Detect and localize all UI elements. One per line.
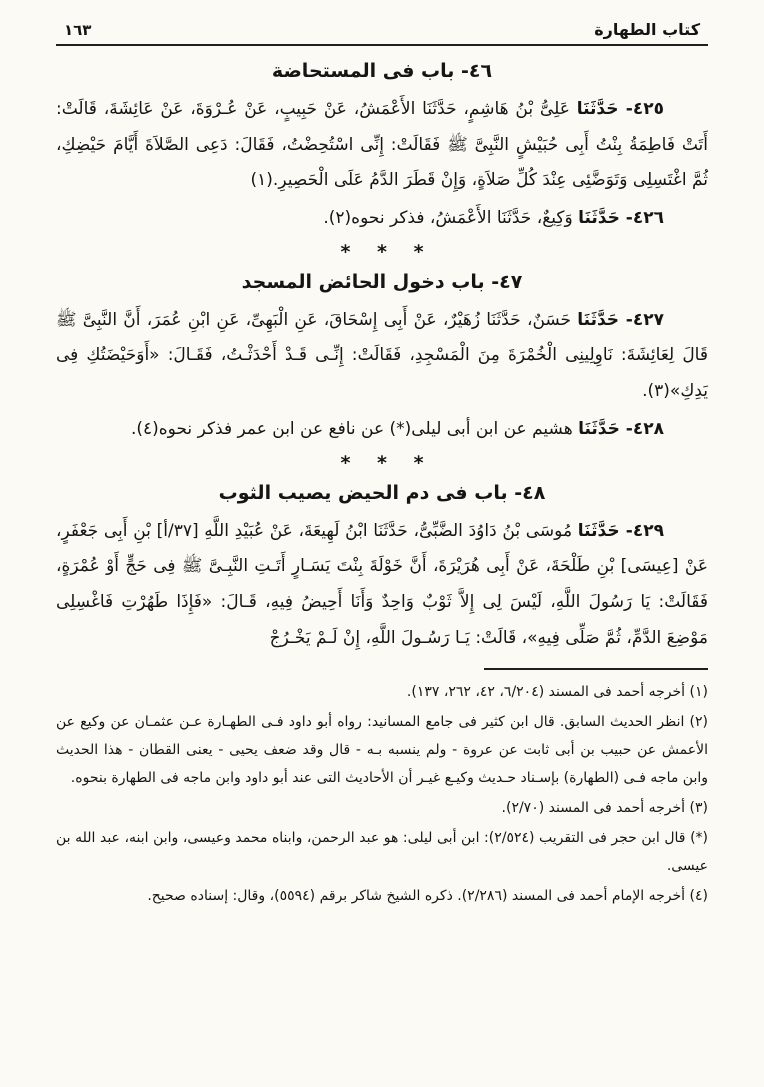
footnote-text: أخرجه أحمد فى المسند (٦/٢٠٤، ٤٢، ٢٦٢، ١٣٧). <box>406 684 686 701</box>
chapter-section-47 <box>56 271 708 474</box>
page-header <box>56 20 708 39</box>
hadith-text: وَكِيعٌ، حَدَّثَنَا الأَعْمَشُ، فذكر نحوه(٢). <box>323 208 573 229</box>
footnote-marker: (*) <box>690 830 708 847</box>
footnote-asterisk <box>56 824 708 880</box>
footnote-2 <box>56 708 708 792</box>
chapter-heading: ٤٨- باب فى دم الحيض يصيب الثوب <box>218 481 546 504</box>
hadith-number: ٤٢٨- حَدَّثَنَا <box>578 418 664 439</box>
footnote-marker: (٤) <box>689 888 708 905</box>
book-title: كتاب الطهارة <box>594 20 700 39</box>
footnote-marker: (٣) <box>689 800 708 817</box>
footnote-text: أخرجه الإمام أحمد فى المسند (٢/٢٨٦). ذكره الشيخ شاكر برقم (٥٥٩٤)، وقال: إسناده صحيح. <box>147 888 686 905</box>
chapter-heading: ٤٧- باب دخول الحائض المسجد <box>241 270 523 293</box>
hadith-427 <box>56 303 708 410</box>
hadith-number: ٤٢٩- حَدَّثَنَا <box>577 520 664 541</box>
footnote-text: انظر الحديث السابق. قال ابن كثير فى جامع المسانيد: رواه أبو داود فـى الطهـارة عـن عثمـان عن وكيع عن الأعمش عن حبيب بن أبى ثابت عن عروة - ولم ينسبه بـه - قال وقد ضعف يحيى - يعنى القطان - هذا الحديث وابن ماجه فـى (الطهارة) بإسـناد حـديث وكيـع غيـر أن الأحاديث التى عند أبو داود وابن ماجه فى الطهارة بنحوه. <box>56 714 708 787</box>
header-rule <box>56 44 708 46</box>
hadith-number: ٤٢٥- حَدَّثَنَا <box>576 99 664 119</box>
chapter-heading: ٤٦- باب فى المستحاضة <box>271 60 493 82</box>
footnote-marker: (١) <box>689 684 708 701</box>
hadith-429 <box>56 514 708 657</box>
hadith-number: ٤٢٦- حَدَّثَنَا <box>578 208 664 229</box>
hadith-426 <box>56 201 708 237</box>
hadith-text: مُوسَى بْنُ دَاوُدَ الضَّبِّىُّ، حَدَّثَنَا ابْنُ لَهِيعَةَ، عَنْ عُبَيْدِ اللَّهِ [٣٧/أ] بْنِ أَبِى جَعْفَرٍ، عَنْ [عِيسَى] بْنِ طَلْحَةَ، عَنْ أَبِى هُرَيْرَةَ، أَنَّ خَوْلَةَ بِنْتَ يَسَـارٍ أَتَـتِ النَّبِـىَّ ﷺ فِى حَجٍّ أَوْ عُمْرَةٍ، فَقَالَتْ: يَا رَسُولَ اللَّهِ، لَيْسَ لِى إِلاَّ ثَوْبٌ وَاحِدٌ وَأَنَا أَحِيضُ فِيهِ، قَـالَ: «فَإِذَا طَهُرْتِ فَاغْسِلِى مَوْضِعَ الدَّمِّ، ثُمَّ صَلِّى فِيهِ»، قَالَتْ: يَـا رَسُـولَ اللَّهِ، إِنْ لَـمْ يَخْـرُجْ <box>56 520 708 648</box>
footnote-marker: (٢) <box>689 714 708 731</box>
section-separator-stars: * * * <box>340 240 424 263</box>
hadith-number: ٤٢٧- حَدَّثَنَا <box>577 309 664 330</box>
footnote-4 <box>56 882 708 910</box>
hadith-425 <box>56 92 708 199</box>
hadith-text: حَسَنٌ، حَدَّثَنَا زُهَيْرٌ، عَنْ أَبِى إِسْحَاقَ، عَنِ الْبَهِىِّ، عَنِ ابْنِ عُمَرَ، أَنَّ النَّبِىَّ ﷺ قَالَ لِعَائِشَةَ: نَاوِلِينِى الْخُمْرَةَ مِنَ الْمَسْجِدِ، فَقَالَتْ: إِنِّـى قَـدْ أَحْدَثْـتُ، فَقَـالَ: «أَوَحَيْضَتُكِ فِى يَدِكِ»(٣). <box>56 309 708 402</box>
chapter-section-48 <box>56 482 708 657</box>
footnote-1 <box>56 678 708 706</box>
page-body <box>56 60 708 656</box>
hadith-text: هشيم عن ابن أبى ليلى(*) عن نافع عن ابن عمر فذكر نحوه(٤). <box>130 418 573 439</box>
footnote-text: قال ابن حجر فى التقريب (٢/٥٢٤): ابن أبى ليلى: هو عبد الرحمن، وابناه محمد وعيسى، وابن ابنه، عبد الله بن عيسى. <box>56 830 708 875</box>
footnotes-block <box>56 668 708 910</box>
hadith-text: عَلِىُّ بْنُ هَاشِمٍ، حَدَّثَنَا الأَعْمَشُ، عَنْ حَبِيبٍ، عَنْ عُـرْوَةَ، عَنْ عَائِشَةَ، قَالَتْ: أَتَتْ فَاطِمَةُ بِنْتُ أَبِى حُبَيْشٍ النَّبِىَّ ﷺ فَقَالَتْ: إِنِّى اسْتُحِضْتُ، فَقَالَ: دَعِى الصَّلاَةَ أَيَّامَ حَيْضِكِ، ثُمَّ اغْتَسِلِى وَتَوَضَّئِى عِنْدَ كُلِّ صَلاَةٍ، وَإِنْ قَطَرَ الدَّمُ عَلَى الْحَصِيرِ.(١) <box>56 99 708 191</box>
chapter-section-46 <box>56 60 708 263</box>
section-separator-stars: * * * <box>340 451 424 474</box>
hadith-428 <box>56 412 708 448</box>
footnote-3 <box>56 794 708 822</box>
page-number: ١٦٣ <box>64 21 92 39</box>
footnote-text: أخرجه أحمد فى المسند (٢/٧٠). <box>501 800 686 817</box>
footnote-divider <box>484 668 708 670</box>
